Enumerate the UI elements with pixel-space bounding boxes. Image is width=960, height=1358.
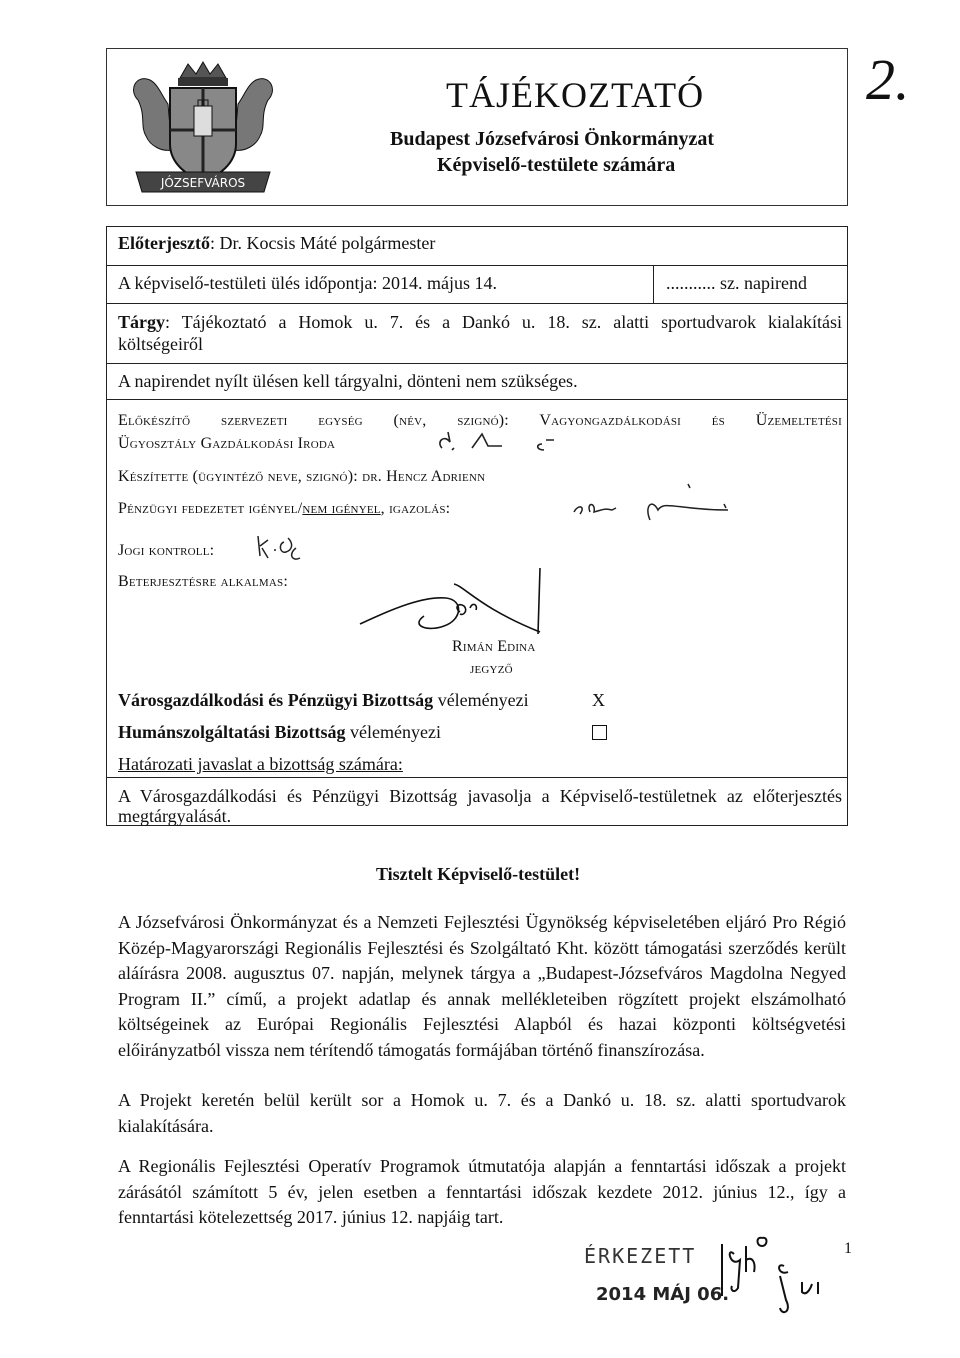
agenda-divider [653,265,654,303]
resolution-line-1: A Városgazdálkodási és Pénzügyi Bizottság javasolja a Képviselő-testületnek az előterjesztés [118,786,842,806]
received-stamp: ÉRKEZETT [584,1244,697,1268]
financial-prefix: Pénzügyi fedezetet igényel/ [118,500,303,517]
resolution-line-2: megtárgyalását. [118,806,232,826]
coat-of-arms-icon [118,60,288,202]
paragraph-1: A Józsefvárosi Önkormányzat és a Nemzeti Fejlesztési Ügynökség képviseletében eljáró Pro Régió Közép-Magyarországi Regionális Fejlesztési és Szolgáltató Kht. között támogatási szerződés került aláírásra 2008. augusztus 07. napján, melynek tárgya a „Budapest-Józsefváros Magdolna Negyed Program II.” című, a projekt adatlap és annak mellékleteiben rögzített projekt elszámolható költségeinek az Európai Regionális Fejlesztési Alapból és hazai központi költségvetési előirányzatból vissza nem térítendő támogatás formájában történő finanszírozása. [118,912,846,1060]
presenter-label: Előterjesztő [118,233,210,253]
prepared-by: Készítette (ügyintéző neve, szignó): dr. Hencz Adrienn [118,468,486,485]
committee-2 [118,722,441,743]
page-number: 1 [844,1240,852,1257]
meeting-date: A képviselő-testületi ülés időpontja: 2014. május 14. [118,273,497,293]
ready-for-submission: Beterjesztésre alkalmas: [118,573,288,590]
form-divider [107,363,847,364]
legal-initials-icon [252,528,312,568]
subject-line-1 [118,312,842,333]
presenter-line [118,233,435,254]
committee-1-check: X [592,690,605,710]
clerk-name: Rimán Edina [452,638,536,655]
form-divider [107,303,847,304]
crest-text: JÓZSEFVÁROS [160,176,246,190]
preparer-unit-line-2: Ügyosztály Gazdálkodási Iroda [118,435,336,452]
paragraph-2: A Projekt keretén belül került sor a Homok u. 7. és a Dankó u. 18. sz. alatti sportudvarok kialakítására. [118,1090,846,1136]
form-divider [107,399,847,400]
public-session-note: A napirendet nyílt ülésen kell tárgyalni, dönteni nem szükséges. [118,371,578,391]
legal-control: Jogi kontroll: [118,542,215,559]
financial-coverage [118,500,450,518]
presenter-value: : Dr. Kocsis Máté polgármester [209,233,436,253]
form-divider [107,777,847,778]
subtitle-line-1: Budapest Józsefvárosi Önkormányzat [390,128,715,150]
greeting: Tisztelt Képviselő-testület! [376,864,581,884]
financial-suffix: , igazolás: [380,500,451,517]
committee-2-checkbox [592,725,607,740]
handwritten-signature-icon [568,476,738,526]
financial-underlined: nem igényel [302,500,381,517]
paragraph-3: A Regionális Fejlesztési Operatív Programok útmutatója alapján a fenntartási időszak a projekt zárásától számított 5 év, jelen esetben a fenntartási időszak kezdete 2012. június 12., így a fenntartási kötelezettség 2017. június 12. napjáig tart. [118,1156,846,1227]
handwritten-page-mark: 2. [866,47,910,112]
form-divider [107,265,847,266]
subject-label: Tárgy [118,312,165,332]
agenda-number: ........... sz. napirend [666,273,807,293]
clerk-title: jegyző [470,660,513,677]
committee-1-name: Városgazdálkodási és Pénzügyi Bizottság [118,690,434,710]
handwritten-registration-icon [716,1232,826,1322]
committee-2-name: Humánszolgáltatási Bizottság [118,722,346,742]
page-title: TÁJÉKOZTATÓ [446,75,705,115]
clerk-signature-icon [354,564,554,644]
committee-1 [118,690,529,711]
preparer-unit-line-1: Előkészítő szervezeti egység (név, szignó): Vagyongazdálkodási és Üzemeltetési [118,412,842,429]
subtitle-line-2: Képviselő-testülete számára [437,154,676,176]
subject-line-2: költségeiről [118,334,203,354]
handwritten-initials-icon [432,428,602,456]
subject-text: : Tájékoztató a Homok u. 7. és a Dankó u. 18. sz. alatti sportudvarok kialakítási [165,312,842,332]
committee-1-rest: véleményezi [433,690,529,710]
received-date-stamp: 2014 MÁJ 06. [596,1284,730,1305]
committee-2-rest: véleményezi [345,722,441,742]
resolution-heading: Határozati javaslat a bizottság számára: [118,754,403,774]
